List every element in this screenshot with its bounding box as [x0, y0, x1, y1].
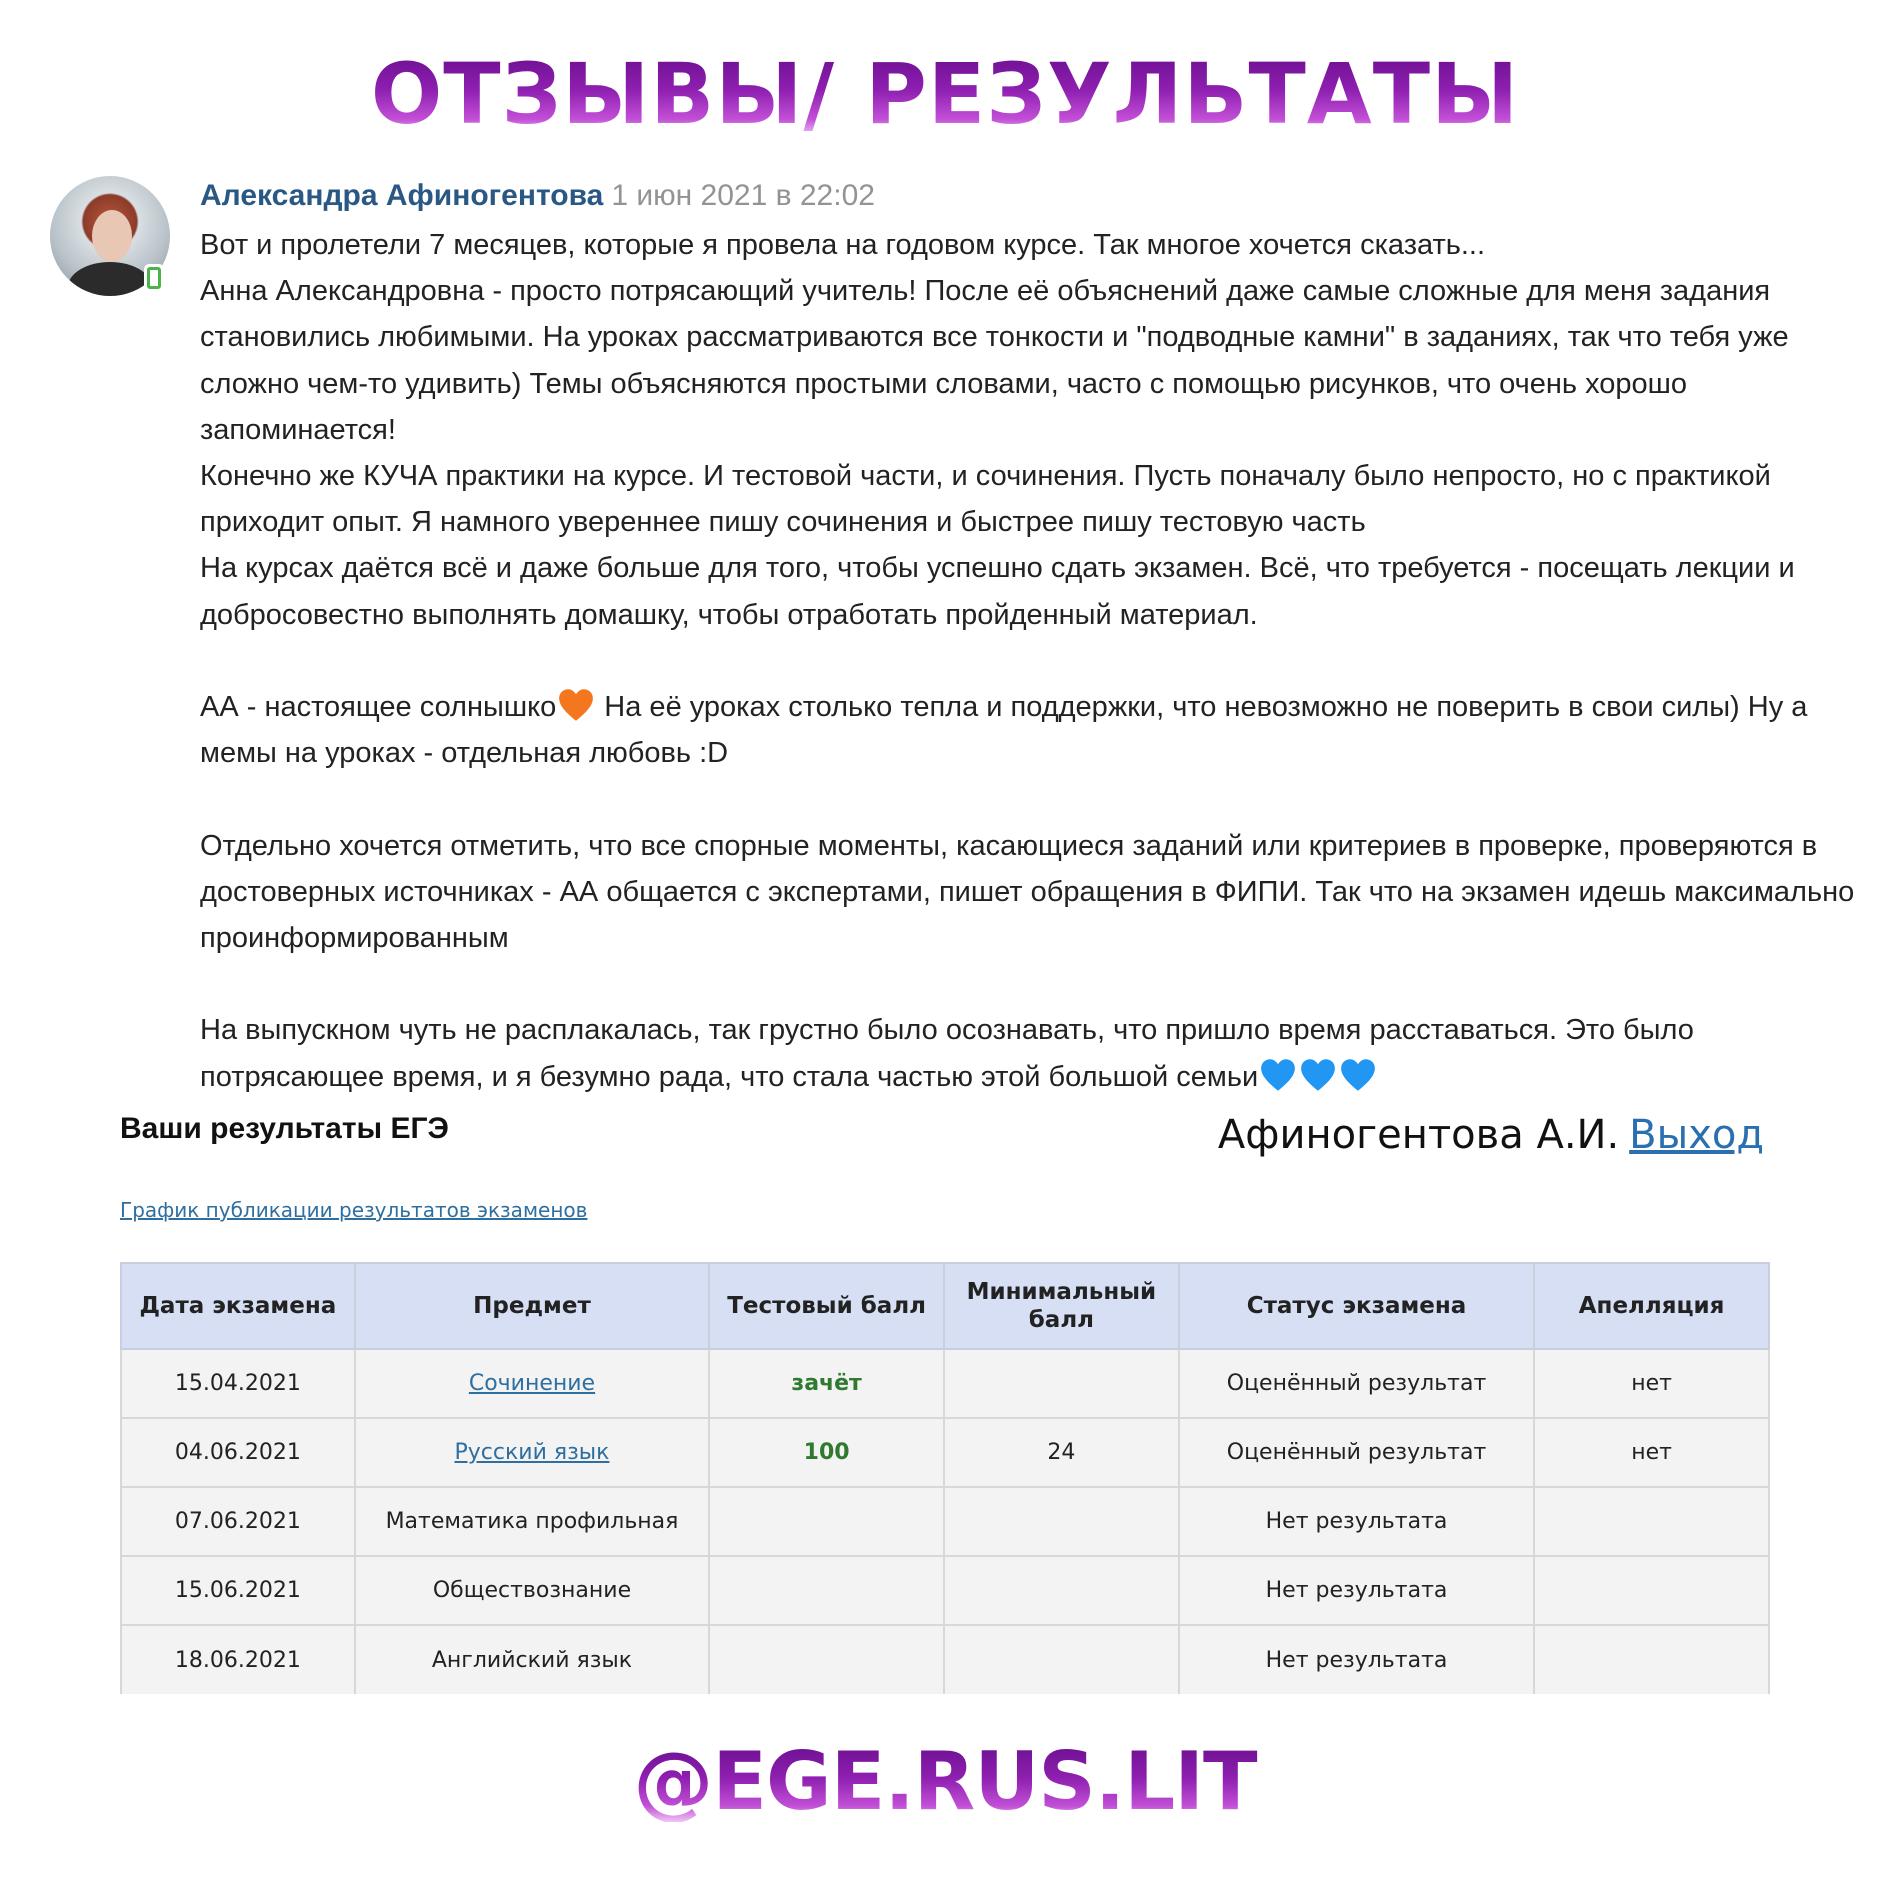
min-score: 24 — [944, 1418, 1179, 1487]
exam-date: 04.06.2021 — [121, 1418, 355, 1487]
review-comment — [48, 172, 1868, 1092]
appeal: нет — [1534, 1418, 1769, 1487]
column-header: Минимальный балл — [944, 1263, 1179, 1349]
comment-paragraph: АА - настоящее солнышко На её уроках столько тепла и поддержки, что невозможно не поверить в свои силы) Ну а мемы на уроках - отдельная любовь :D — [200, 684, 1870, 776]
exam-date: 18.06.2021 — [121, 1625, 355, 1694]
appeal: нет — [1534, 1349, 1769, 1418]
min-score — [944, 1625, 1179, 1694]
min-score — [944, 1487, 1179, 1556]
comment-header — [200, 176, 875, 216]
test-score — [709, 1625, 944, 1694]
column-header: Дата экзамена — [121, 1263, 355, 1349]
results-table — [120, 1262, 1770, 1694]
test-score — [709, 1556, 944, 1625]
test-score: зачёт — [709, 1349, 944, 1418]
subject-link[interactable]: Русский язык — [454, 1440, 610, 1465]
column-header: Тестовый балл — [709, 1263, 944, 1349]
subject: Обществознание — [355, 1556, 710, 1625]
exam-date: 15.04.2021 — [121, 1349, 355, 1418]
blue-heart-icon — [1300, 1058, 1336, 1092]
min-score — [944, 1349, 1179, 1418]
blue-heart-icon — [1260, 1058, 1296, 1092]
comment-date[interactable]: 1 июн 2021 в 22:02 — [611, 179, 875, 212]
exam-status: Оценённый результат — [1179, 1349, 1534, 1418]
subject-link[interactable]: Сочинение — [468, 1371, 596, 1396]
appeal — [1534, 1487, 1769, 1556]
exam-status: Нет результата — [1179, 1625, 1534, 1694]
exam-status: Нет результата — [1179, 1556, 1534, 1625]
table-row — [121, 1556, 1769, 1625]
blue-heart-icon — [1340, 1058, 1376, 1092]
user-name: Афиногентова А.И. Выход — [1217, 1112, 1764, 1158]
author-name[interactable]: Александра Афиногентова — [200, 179, 604, 212]
avatar-body — [68, 262, 152, 296]
table-row — [121, 1418, 1769, 1487]
comment-paragraph: На выпускном чуть не расплакалась, так грустно было осознавать, что пришло время расставаться. Это было потрясающее время, и я безумно рада, что стала частью этой большой семьи — [200, 1014, 1702, 1093]
logout-link[interactable]: Выход — [1629, 1112, 1764, 1158]
schedule-link[interactable]: График публикации результатов экзаменов — [120, 1198, 588, 1222]
appeal — [1534, 1556, 1769, 1625]
banner-title: ОТЗЫВЫ/ РЕЗУЛЬТАТЫ — [0, 52, 1890, 136]
table-row — [121, 1487, 1769, 1556]
exam-date: 07.06.2021 — [121, 1487, 355, 1556]
column-header: Предмет — [355, 1263, 710, 1349]
exam-status: Оценённый результат — [1179, 1418, 1534, 1487]
exam-date: 15.06.2021 — [121, 1556, 355, 1625]
test-score: 100 — [709, 1418, 944, 1487]
instagram-handle: @EGE.RUS.LIT — [0, 1742, 1890, 1822]
table-header-row — [121, 1263, 1769, 1349]
comment-paragraph: Вот и пролетели 7 месяцев, которые я провела на годовом курсе. Так многое хочется сказать... Анна Александровна - просто потрясающий учитель! После её объяснений даже самые сложные для меня задания становились любимыми. На уроках рассматриваются все тонкости и "подводные камни" в заданиях, так что тебя уже сложно чем-то удивить) Темы объясняются простыми словами, часто с помощью рисунков, что очень хорошо запоминается! Конечно же КУЧА практики на курсе. И тестовой части, и сочинения. Пусть поначалу было непросто, но с практикой приходит опыт. Я намного увереннее пишу сочинения и быстрее пишу тестовую часть На курсах даётся всё и даже больше для того, чтобы успешно сдать экзамен. Всё, что требуется - посещать лекции и добросовестно выполнять домашку, чтобы отработать пройденный материал. — [200, 229, 1795, 631]
table-row — [121, 1349, 1769, 1418]
exam-status: Нет результата — [1179, 1487, 1534, 1556]
table-row — [121, 1625, 1769, 1694]
column-header: Статус экзамена — [1179, 1263, 1534, 1349]
subject: Английский язык — [355, 1625, 710, 1694]
test-score — [709, 1487, 944, 1556]
mobile-online-icon — [144, 264, 164, 292]
appeal — [1534, 1625, 1769, 1694]
results-title: Ваши результаты ЕГЭ — [120, 1112, 449, 1145]
subject: Математика профильная — [355, 1487, 710, 1556]
column-header: Апелляция — [1534, 1263, 1769, 1349]
avatar-face — [92, 210, 132, 262]
min-score — [944, 1556, 1179, 1625]
comment-text — [200, 222, 1870, 1100]
comment-paragraph: Отдельно хочется отметить, что все спорные моменты, касающиеся заданий или критериев в проверке, проверяются в достоверных источниках - АА общается с экспертами, пишет обращения в ФИПИ. Так что на экзамен идешь максимально проинформированным — [200, 829, 1863, 955]
orange-heart-icon — [558, 688, 594, 722]
